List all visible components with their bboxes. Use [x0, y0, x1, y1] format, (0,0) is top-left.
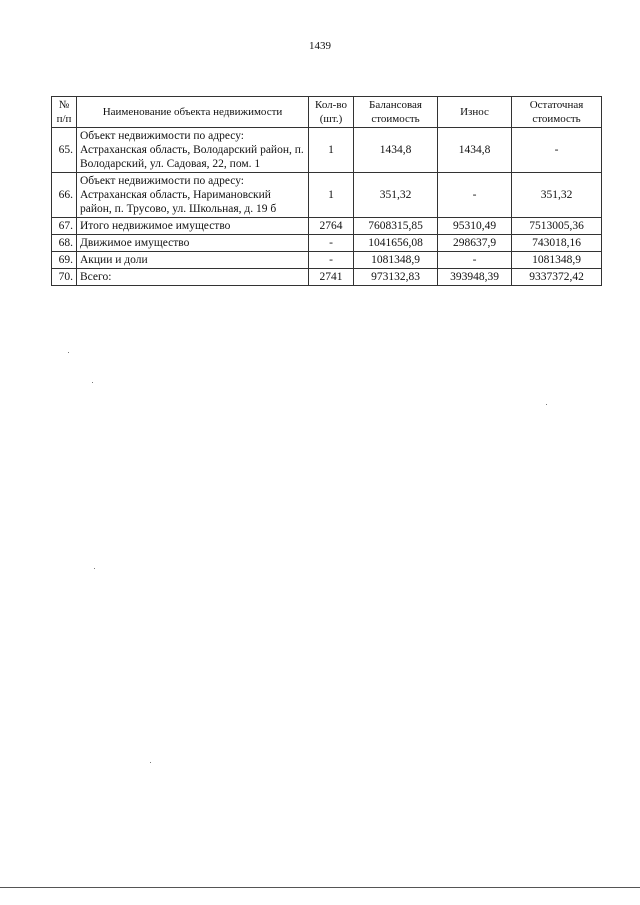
row-num: 65.	[52, 128, 77, 173]
header-wear: Износ	[438, 97, 512, 128]
row-wear: 298637,9	[438, 235, 512, 252]
row-wear: 393948,39	[438, 269, 512, 286]
page-number: 1439	[309, 40, 331, 52]
row-qty: 1	[309, 128, 354, 173]
row-balance: 7608315,85	[354, 218, 438, 235]
row-residual: 351,32	[512, 173, 602, 218]
table-row	[52, 252, 602, 269]
row-qty: 1	[309, 173, 354, 218]
header-balance: Балансовая стоимость	[354, 97, 438, 128]
row-residual: 743018,16	[512, 235, 602, 252]
table-row	[52, 269, 602, 286]
row-name: Объект недвижимости по адресу: Астраханская область, Наримановский район, п. Трусово, ул. Школьная, д. 19 б	[77, 173, 309, 218]
row-residual: -	[512, 128, 602, 173]
table-row	[52, 235, 602, 252]
row-residual: 7513005,36	[512, 218, 602, 235]
row-residual: 1081348,9	[512, 252, 602, 269]
scan-speck	[68, 352, 69, 353]
row-qty: -	[309, 252, 354, 269]
scan-speck	[546, 404, 547, 405]
property-table	[51, 96, 602, 286]
row-balance: 1434,8	[354, 128, 438, 173]
table-header-row	[52, 97, 602, 128]
row-wear: -	[438, 173, 512, 218]
row-name: Акции и доли	[77, 252, 309, 269]
row-num: 67.	[52, 218, 77, 235]
row-balance: 973132,83	[354, 269, 438, 286]
scan-speck	[94, 568, 95, 569]
row-qty: -	[309, 235, 354, 252]
row-name: Всего:	[77, 269, 309, 286]
row-balance: 351,32	[354, 173, 438, 218]
row-qty: 2764	[309, 218, 354, 235]
row-num: 68.	[52, 235, 77, 252]
header-num: № п/п	[52, 97, 77, 128]
row-name: Итого недвижимое имущество	[77, 218, 309, 235]
scan-edge-line	[0, 887, 640, 888]
scan-speck	[92, 382, 93, 383]
scan-speck	[150, 762, 151, 763]
table-row	[52, 218, 602, 235]
row-balance: 1041656,08	[354, 235, 438, 252]
row-num: 70.	[52, 269, 77, 286]
header-name: Наименование объекта недвижимости	[77, 97, 309, 128]
row-num: 66.	[52, 173, 77, 218]
row-name: Движимое имущество	[77, 235, 309, 252]
row-qty: 2741	[309, 269, 354, 286]
row-num: 69.	[52, 252, 77, 269]
table-row	[52, 128, 602, 173]
header-qty: Кол-во (шт.)	[309, 97, 354, 128]
row-name: Объект недвижимости по адресу: Астраханская область, Володарский район, п. Володарский, ул. Садовая, 22, пом. 1	[77, 128, 309, 173]
row-wear: -	[438, 252, 512, 269]
row-wear: 95310,49	[438, 218, 512, 235]
row-residual: 9337372,42	[512, 269, 602, 286]
header-residual: Остаточная стоимость	[512, 97, 602, 128]
row-balance: 1081348,9	[354, 252, 438, 269]
table-row	[52, 173, 602, 218]
row-wear: 1434,8	[438, 128, 512, 173]
